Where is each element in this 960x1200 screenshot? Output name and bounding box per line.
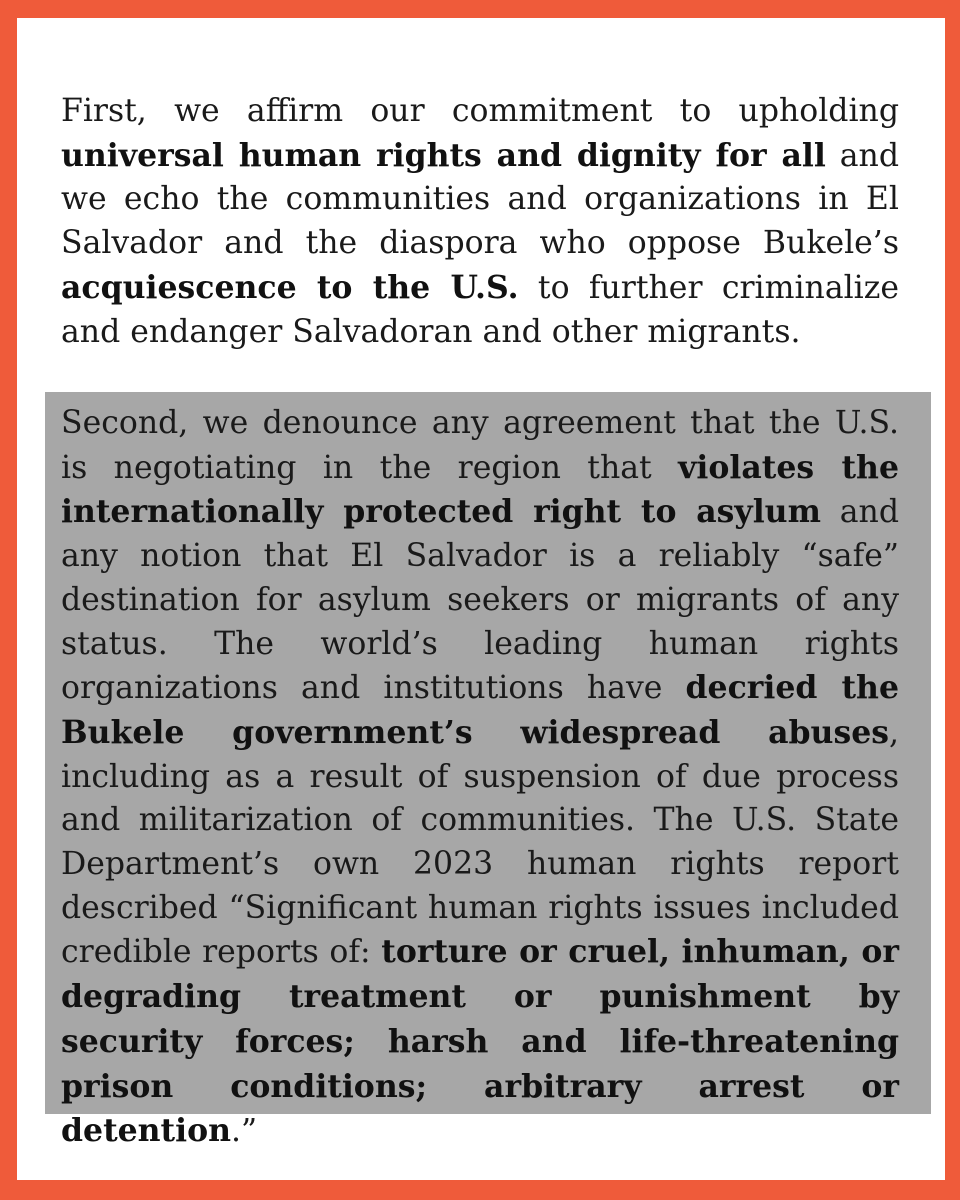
- paragraph-second-text-4: .”: [231, 1113, 258, 1150]
- paragraph-second-text-3: , including as a result of suspension of due process and militarization of communities. The U.S. State Department’s own 2023 human rights report described “Significant human rights issues included credible reports of:: [61, 714, 899, 971]
- paragraph-first-bold-2: acquiescence to the U.S.: [61, 268, 519, 306]
- highlight-box: [45, 392, 931, 1150]
- paragraph-second: [61, 402, 899, 1154]
- paragraph-first-bold-1: universal human rights and dignity for all: [61, 136, 826, 174]
- paragraph-second-bold-1: violates the internationally protected right to asylum: [61, 448, 899, 531]
- paragraph-first-text-1: First, we affirm our commitment to upholding: [61, 93, 899, 129]
- paragraph-first-text-2: and we echo the communities and organizations in El Salvador and the diaspora who oppose Bukele’s: [61, 137, 899, 262]
- paragraph-first-text-3: to further criminalize and endanger Salvadoran and other migrants.: [61, 269, 899, 350]
- paragraph-first: [61, 90, 899, 354]
- paragraph-second-bold-3: torture or cruel, inhuman, or degrading treatment or punishment by security forces; harsh and life-threatening prison conditions; arbitrary arrest or detention: [61, 933, 899, 1150]
- paragraph-second-text-1: Second, we denounce any agreement that the U.S. is negotiating in the region that: [61, 405, 899, 486]
- paragraph-second-bold-2: decried the Bukele government’s widespread abuses: [61, 669, 899, 751]
- paragraph-second-text-2: and any notion that El Salvador is a reliably “safe” destination for asylum seekers or migrants of any status. The world’s leading human rights organizations and institutions have: [61, 494, 900, 707]
- content-card: [17, 18, 945, 1180]
